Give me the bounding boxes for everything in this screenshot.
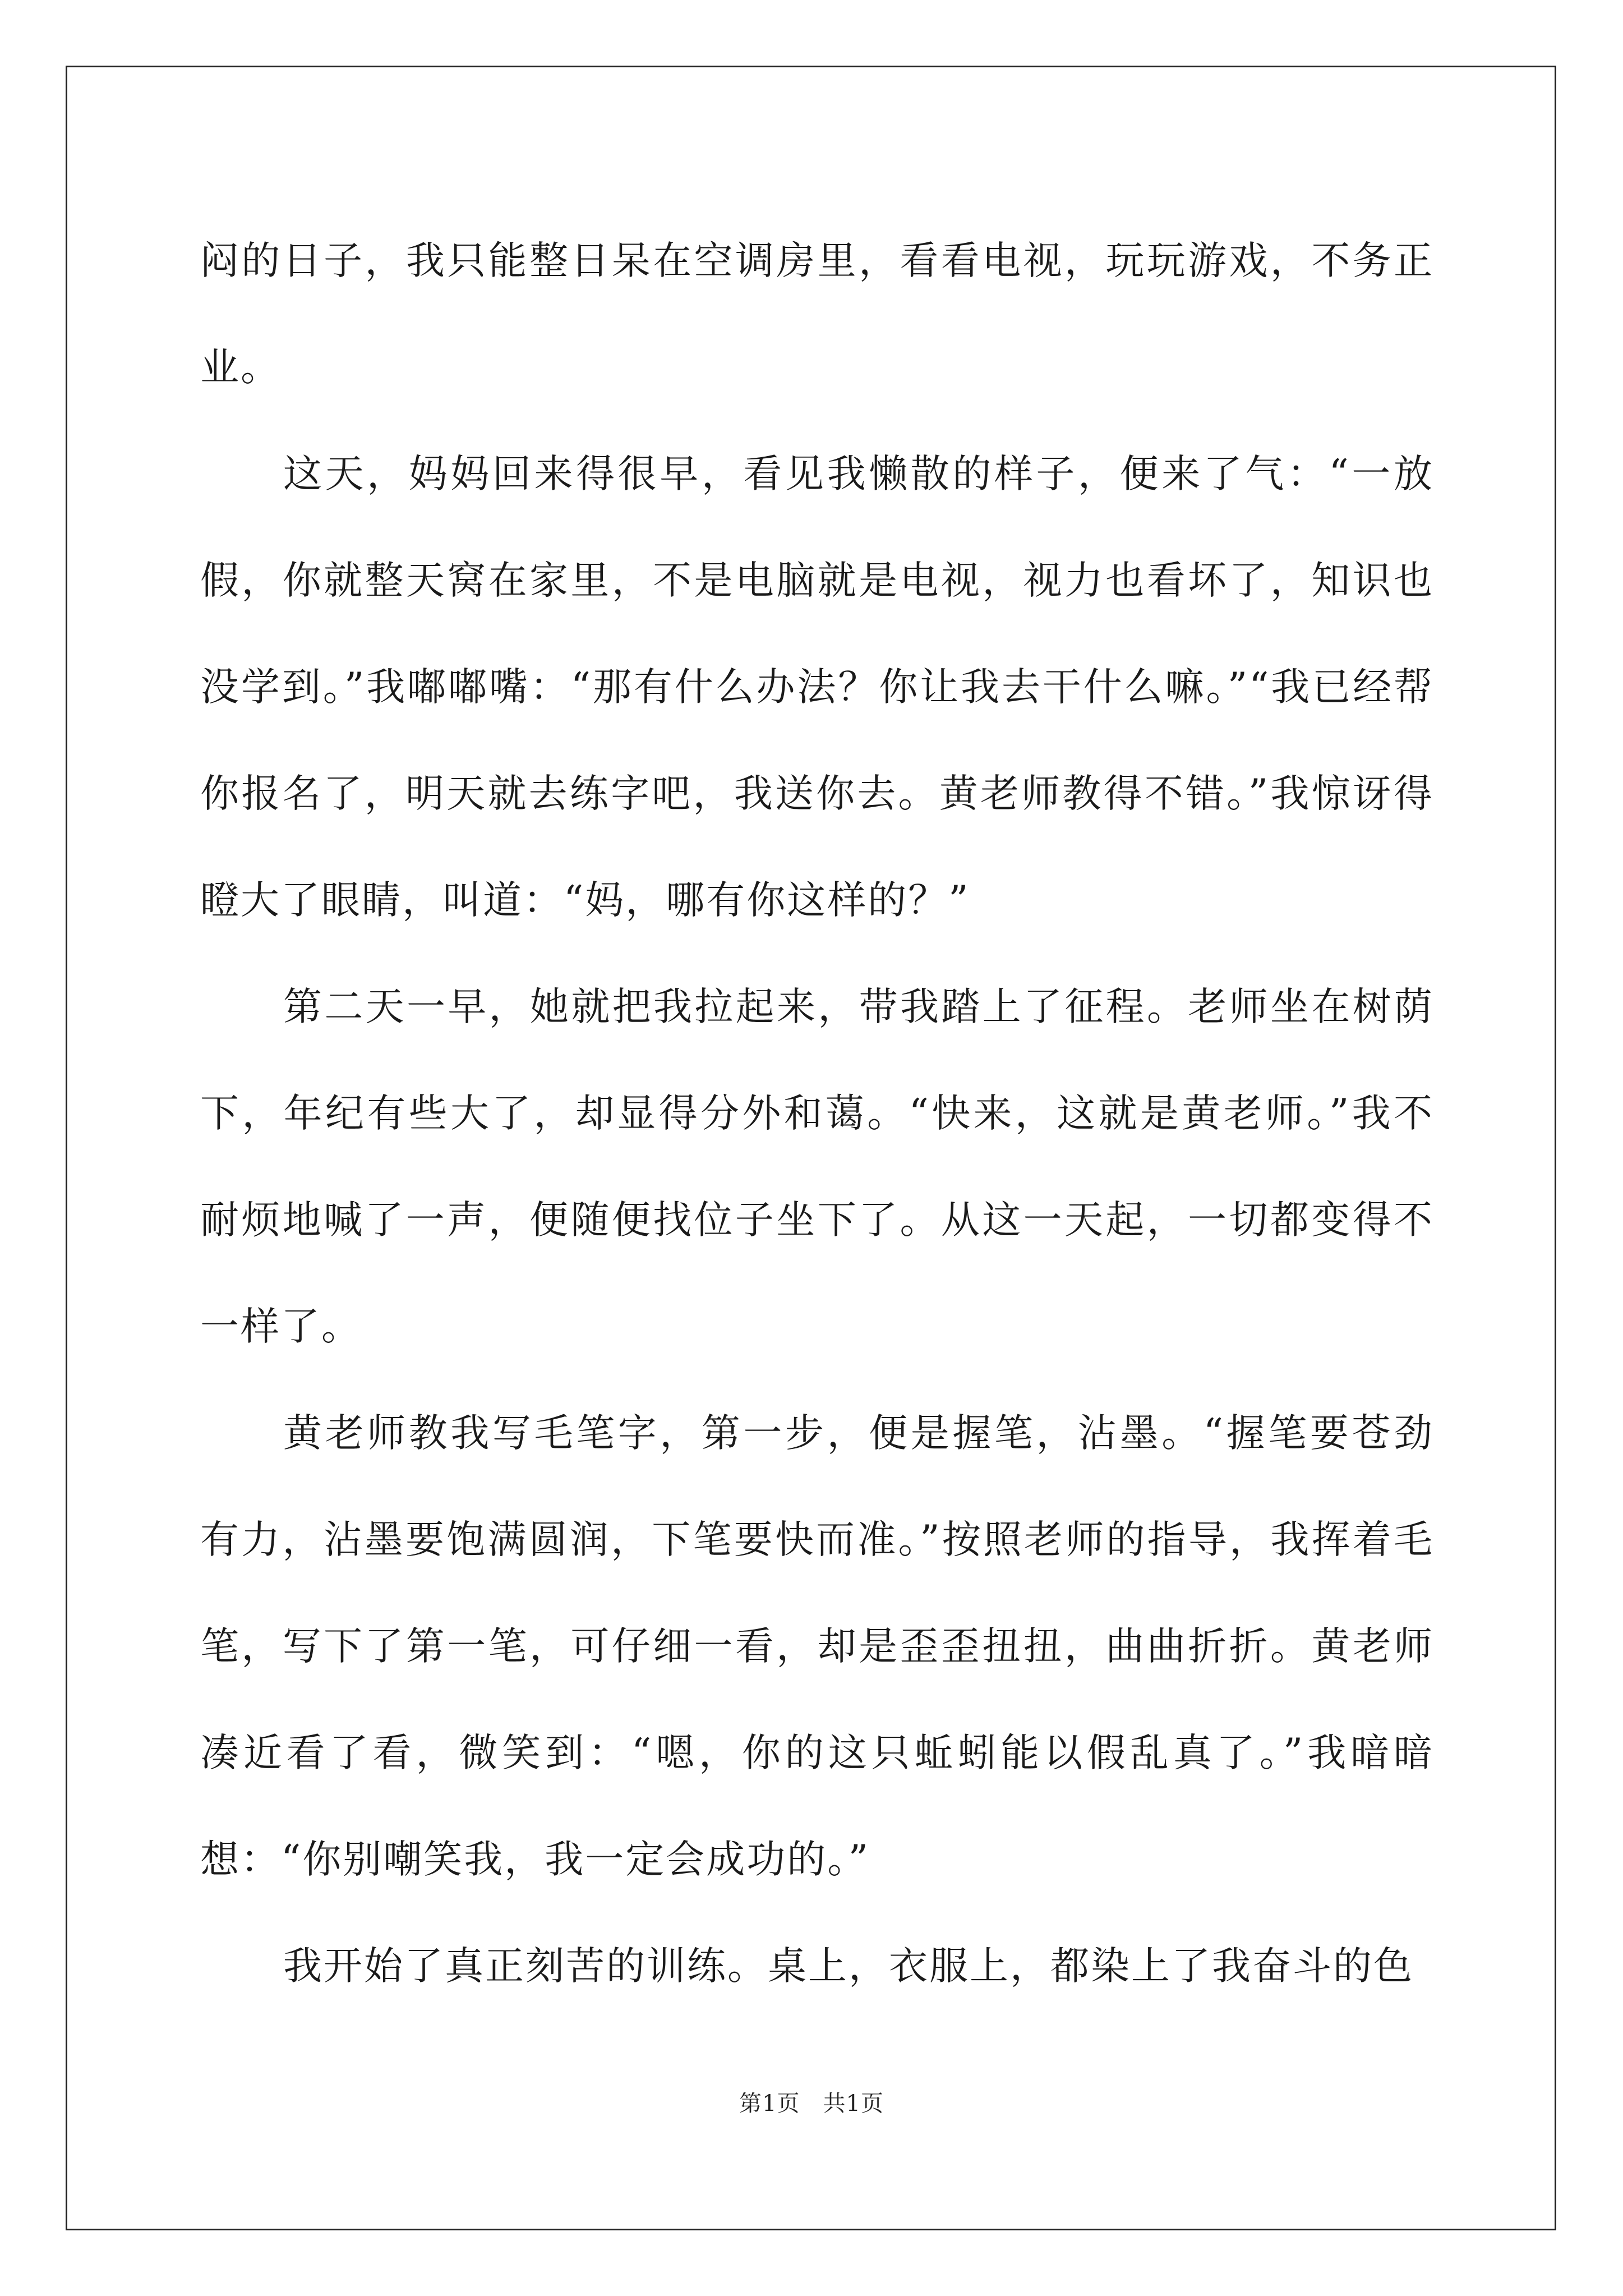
- paragraph-1: 闷的日子，我只能整日呆在空调房里，看看电视，玩玩游戏，不务正业。: [200, 238, 1434, 390]
- paragraph-3: 第二天一早，她就把我拉起来，带我踏上了征程。老师坐在树荫下，年纪有些大了，却显得分外和蔼。“快来，这就是黄老师。”我不耐烦地喊了一声，便随便找位子坐下了。从这一天起，一切都变得不一样了。: [200, 984, 1434, 1349]
- document-body: [200, 208, 1434, 2019]
- paragraph-2: 这天，妈妈回来得很早，看见我懒散的样子，便来了气：“一放假，你就整天窝在家里，不是电脑就是电视，视力也看坏了，知识也没学到。”我嘟嘟嘴：“那有什么办法？你让我去干什么嘛。”“我已经帮你报名了，明天就去练字吧，我送你去。黄老师教得不错。”我惊讶得瞪大了眼睛，叫道：“妈，哪有你这样的？”: [200, 452, 1434, 923]
- paragraph-5: 我开始了真正刻苦的训练。桌上，衣服上，都染上了我奋斗的色: [283, 1944, 1414, 1989]
- paragraph-4: 黄老师教我写毛笔字，第一步，便是握笔，沾墨。“握笔要苍劲有力，沾墨要饱满圆润，下笔要快而准。”按照老师的指导，我挥着毛笔，写下了第一笔，可仔细一看，却是歪歪扭扭，曲曲折折。黄老师凑近看了看，微笑到：“嗯，你的这只蚯蚓能以假乱真了。”我暗暗想：“你别嘲笑我，我一定会成功的。”: [200, 1411, 1434, 1882]
- page-footer: 第1页 共1页: [739, 2091, 884, 2116]
